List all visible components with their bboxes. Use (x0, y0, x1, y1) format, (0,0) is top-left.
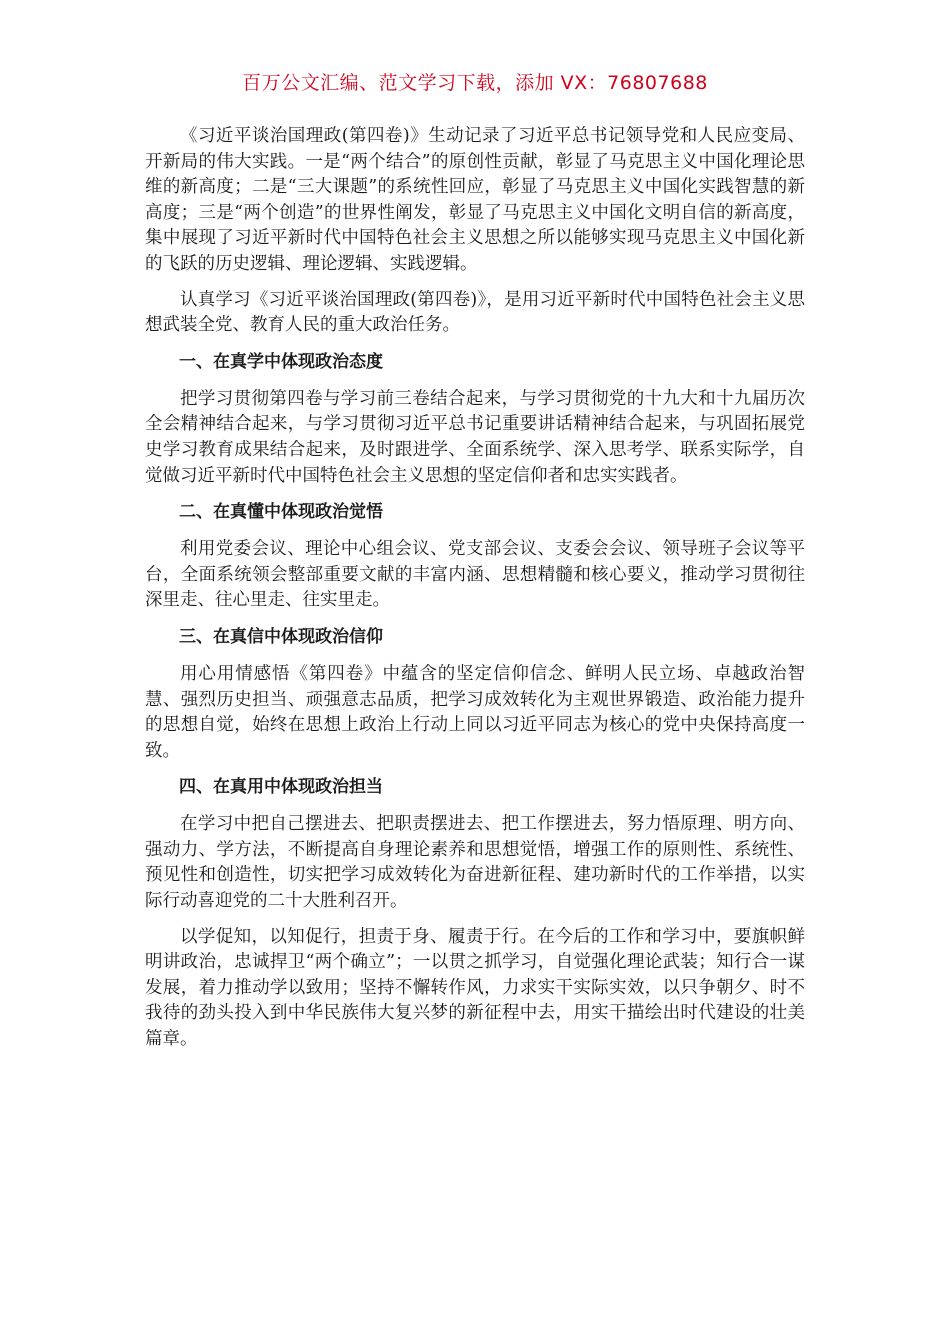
section-1-paragraph: 把学习贯彻第四卷与学习前三卷结合起来，与学习贯彻党的十九大和十九届历次全会精神结合起来，与学习贯彻习近平总书记重要讲话精神结合起来，与巩固拓展党史学习教育成果结合起来，及时跟进学、全面系统学、深入思考学、联系实际学，自觉做习近平新时代中国特色社会主义思想的坚定信仰者和忠实实践者。 (145, 388, 805, 486)
section-3-paragraph: 用心用情感悟《第四卷》中蕴含的坚定信仰信念、鲜明人民立场、卓越政治智慧、强烈历史担当、顽强意志品质，把学习成效转化为主观世界锻造、政治能力提升的思想自觉，始终在思想上政治上行动上同以习近平同志为核心的党中央保持高度一致。 (145, 663, 805, 761)
section-heading-2: 二、在真懂中体现政治觉悟 (179, 502, 383, 523)
document-body (145, 124, 805, 1063)
section-2-paragraph: 利用党委会议、理论中心组会议、党支部会议、支委会会议、领导班子会议等平台，全面系统领会整部重要文献的丰富内涵、思想精髓和核心要义，推动学习贯彻往深里走、往心里走、往实里走。 (145, 539, 805, 611)
section-heading-4: 四、在真用中体现政治担当 (179, 777, 383, 798)
section-heading-1: 一、在真学中体现政治态度 (179, 351, 383, 372)
section-4-paragraph: 在学习中把自己摆进去、把职责摆进去、把工作摆进去，努力悟原理、明方向、强动力、学方法，不断提高自身理论素养和思想觉悟，增强工作的原则性、系统性、预见性和创造性，切实把学习成效转化为奋进新征程、建功新时代的工作举措，以实际行动喜迎党的二十大胜利召开。 (145, 814, 805, 912)
header-watermark: 百万公文汇编、范文学习下载，添加 VX：76807688 (242, 72, 708, 94)
section-heading-3: 三、在真信中体现政治信仰 (179, 626, 383, 647)
intro-paragraph: 《习近平谈治国理政(第四卷)》生动记录了习近平总书记领导党和人民应变局、开新局的伟大实践。一是“两个结合”的原创性贡献，彰显了马克思主义中国化理论思维的新高度；二是“三大课题”的系统性回应，彰显了马克思主义中国化实践智慧的新高度；三是“两个创造”的世界性阐发，彰显了马克思主义中国化文明自信的新高度，集中展现了习近平新时代中国特色社会主义思想之所以能够实现马克思主义中国化新的飞跃的历史逻辑、理论逻辑、实践逻辑。 (145, 126, 805, 274)
closing-paragraph: 以学促知，以知促行，担责于身、履责于行。在今后的工作和学习中，要旗帜鲜明讲政治，忠诚捍卫“两个确立”；一以贯之抓学习，自觉强化理论武装；知行合一谋发展，着力推动学以致用；坚持不懈转作风，力求实干实际实效，以只争朝夕、时不我待的劲头投入到中华民族伟大复兴梦的新征程中去，用实干描绘出时代建设的壮美篇章。 (145, 926, 805, 1050)
task-paragraph: 认真学习《习近平谈治国理政(第四卷)》，是用习近平新时代中国特色社会主义思想武装全党、教育人民的重大政治任务。 (145, 289, 805, 336)
